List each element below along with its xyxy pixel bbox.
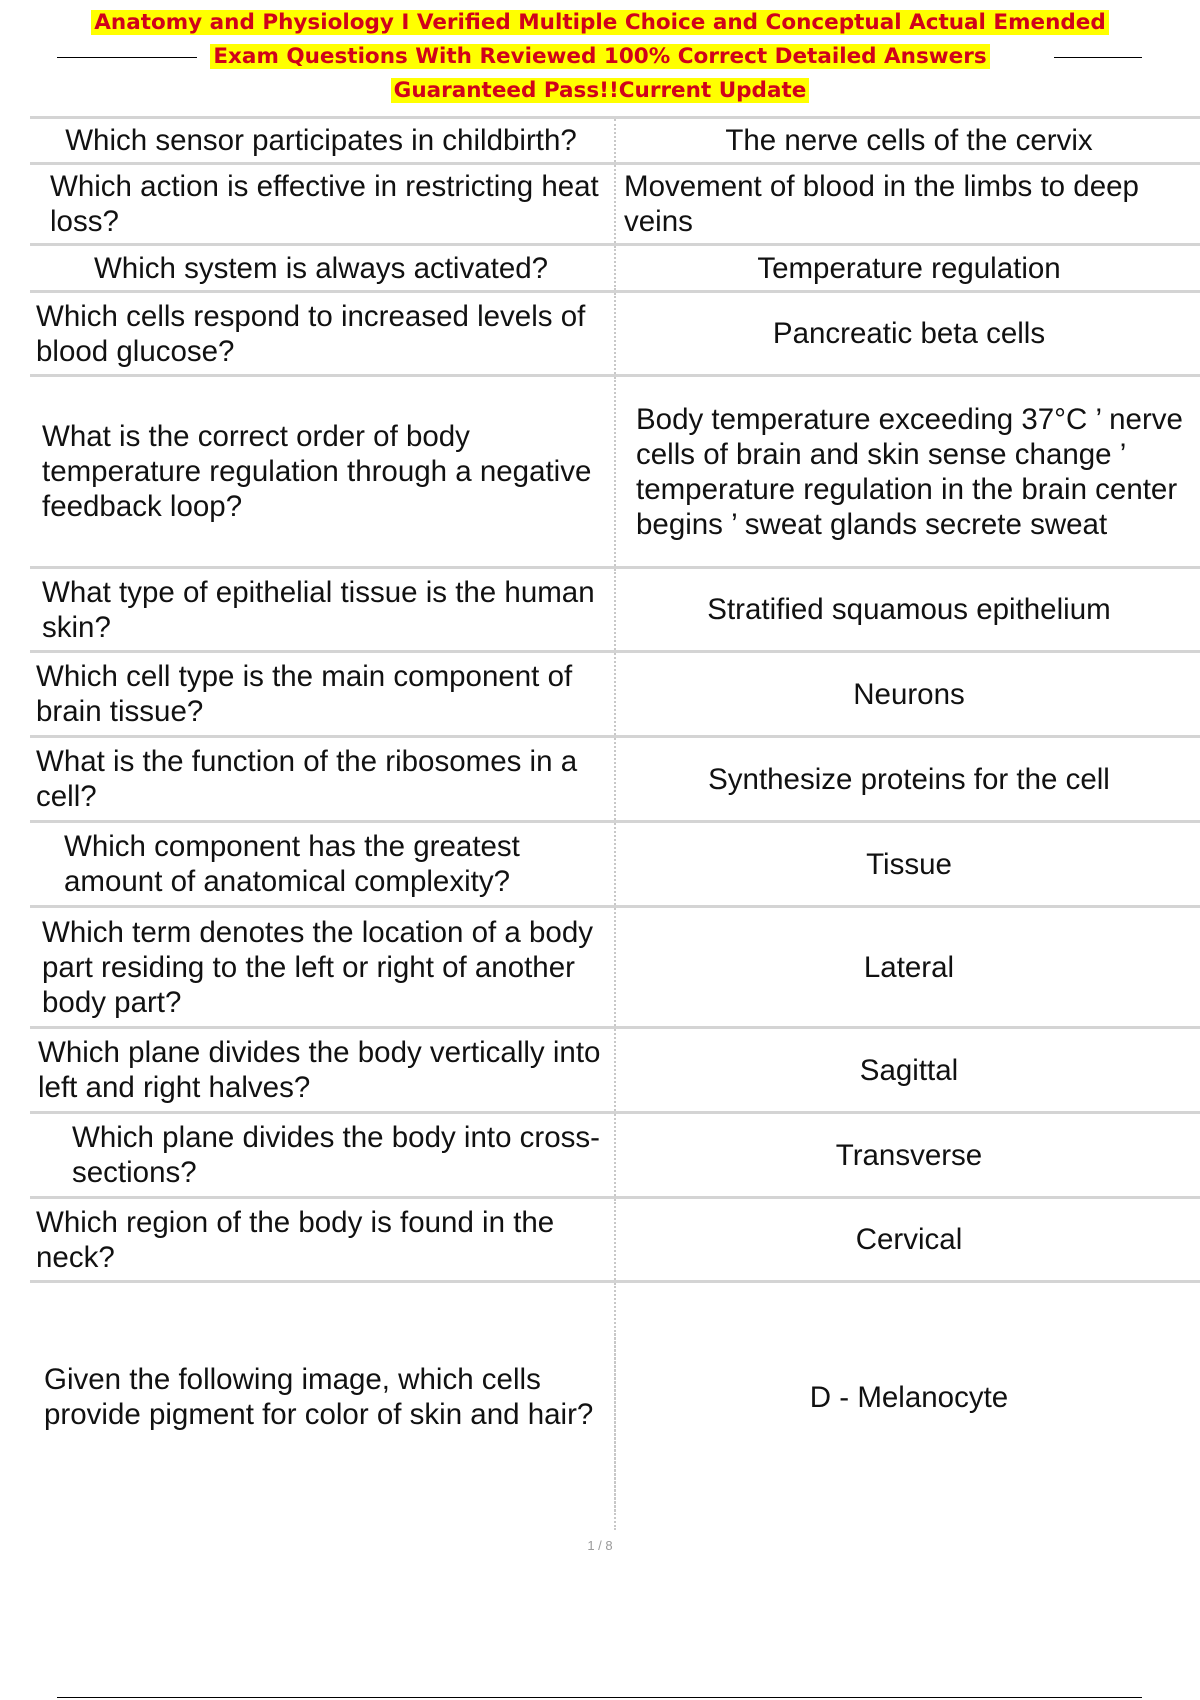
- answer-cell: Sagittal: [615, 1028, 1200, 1113]
- title-line-1: Anatomy and Physiology I Verified Multiple Choice and Conceptual Actual Emended: [0, 6, 1200, 40]
- table-row: [30, 907, 1200, 1028]
- question-cell: Which component has the greatest amount of anatomical complexity?: [30, 822, 615, 907]
- column-divider: [614, 1330, 616, 1530]
- table-row: [30, 292, 1200, 376]
- table-row: [30, 652, 1200, 737]
- answer-cell: Cervical: [615, 1198, 1200, 1282]
- table-row: [30, 1198, 1200, 1282]
- title-line-3: Guaranteed Pass!!Current Update: [0, 74, 1200, 108]
- answer-cell: Neurons: [615, 652, 1200, 737]
- document-title: [0, 6, 1200, 108]
- table-row: [30, 1028, 1200, 1113]
- answer-cell: Body temperature exceeding 37°C ’ nerve cells of brain and skin sense change ’ temperature regulation in the brain center begins ’ sweat glands secrete sweat: [615, 376, 1200, 568]
- title-rule-left: [57, 57, 197, 58]
- table-row: [30, 1113, 1200, 1198]
- answer-cell: Pancreatic beta cells: [615, 292, 1200, 376]
- answer-cell: Transverse: [615, 1113, 1200, 1198]
- question-cell: Which action is effective in restricting heat loss?: [30, 164, 615, 245]
- question-cell: Which plane divides the body into cross-sections?: [30, 1113, 615, 1198]
- table-row: [30, 822, 1200, 907]
- table-row: [30, 164, 1200, 245]
- table-row: [30, 245, 1200, 292]
- answer-cell: Movement of blood in the limbs to deep veins: [615, 164, 1200, 245]
- title-line-2: Exam Questions With Reviewed 100% Correct Detailed Answers: [0, 40, 1200, 74]
- bottom-rule: [57, 1697, 1142, 1698]
- question-cell: Which system is always activated?: [30, 245, 615, 292]
- table-row: [30, 737, 1200, 822]
- answer-cell: D - Melanocyte: [615, 1282, 1200, 1512]
- question-cell: Which cell type is the main component of brain tissue?: [30, 652, 615, 737]
- answer-cell: Lateral: [615, 907, 1200, 1028]
- question-cell: What is the correct order of body temperature regulation through a negative feedback loop?: [30, 376, 615, 568]
- page-number: 1 / 8: [587, 1538, 613, 1553]
- question-cell: Which plane divides the body vertically into left and right halves?: [30, 1028, 615, 1113]
- table-row: [30, 376, 1200, 568]
- table-row: [30, 118, 1200, 164]
- question-cell: What is the function of the ribosomes in a cell?: [30, 737, 615, 822]
- answer-cell: Synthesize proteins for the cell: [615, 737, 1200, 822]
- question-cell: What type of epithelial tissue is the human skin?: [30, 568, 615, 652]
- table-row: [30, 568, 1200, 652]
- answer-cell: Tissue: [615, 822, 1200, 907]
- answer-cell: The nerve cells of the cervix: [615, 118, 1200, 164]
- question-cell: Which cells respond to increased levels of blood glucose?: [30, 292, 615, 376]
- qa-table: [30, 116, 1200, 1512]
- answer-cell: Temperature regulation: [615, 245, 1200, 292]
- title-rule-right: [1054, 57, 1142, 58]
- question-cell: Which term denotes the location of a body part residing to the left or right of another body part?: [30, 907, 615, 1028]
- question-cell: Which sensor participates in childbirth?: [30, 118, 615, 164]
- question-cell: Given the following image, which cells provide pigment for color of skin and hair?: [30, 1282, 615, 1512]
- answer-cell: Stratified squamous epithelium: [615, 568, 1200, 652]
- question-cell: Which region of the body is found in the neck?: [30, 1198, 615, 1282]
